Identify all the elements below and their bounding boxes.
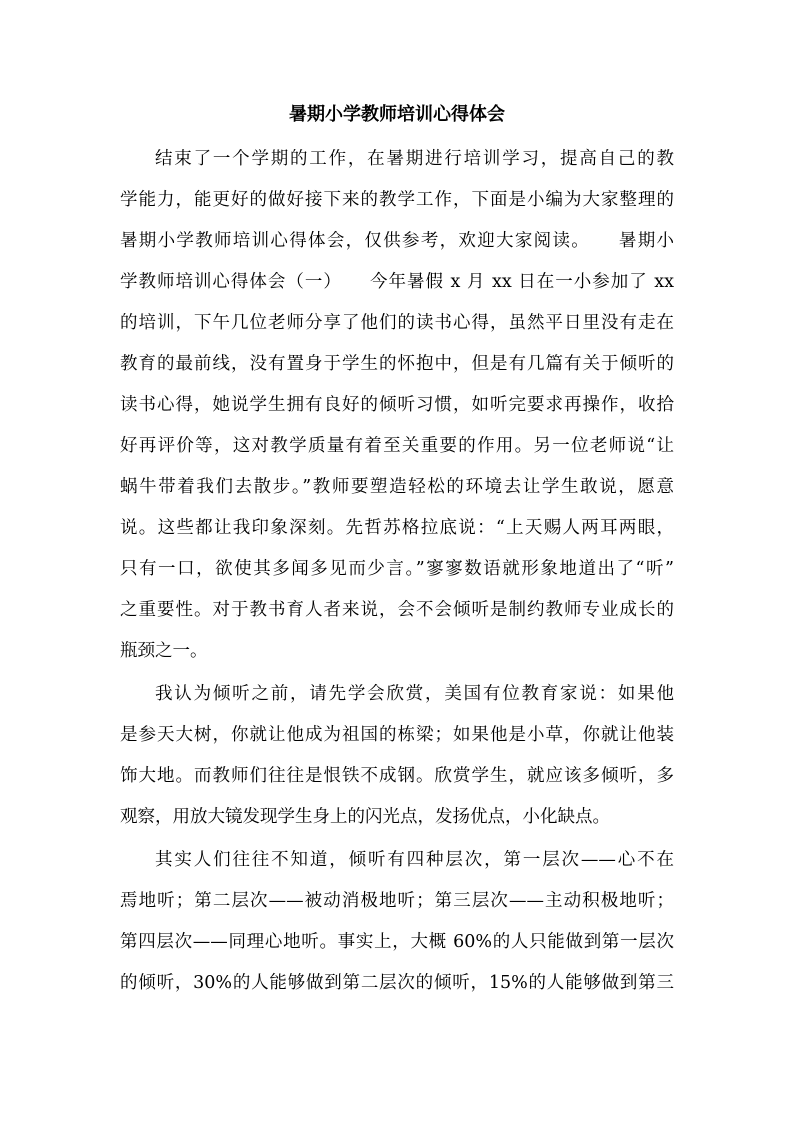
paragraph-line: 其实人们往往不知道，倾听有四种层次，第一层次——心不在 [155,850,674,870]
paragraph-line: 瓶颈之一。 [120,641,208,661]
paragraph-line: 饰大地。而教师们往往是恨铁不成钢。欣赏学生，就应该多倾听，多 [120,766,674,786]
paragraph-line: 的培训，下午几位老师分享了他们的读书心得，虽然平日里没有走在 [120,313,674,333]
paragraph-line: 好再评价等，这对教学质量有着至关重要的作用。另一位老师说“让 [120,436,674,456]
paragraph-line: 只有一口，欲使其多闻多见而少言。”寥寥数语就形象地道出了“听” [120,559,674,579]
paragraph-line: 说。这些都让我印象深刻。先哲苏格拉底说：“上天赐人两耳两眼， [120,518,674,538]
paragraph-line: 蜗牛带着我们去散步。”教师要塑造轻松的环境去让学生敢说，愿意 [120,477,674,497]
document-title: 暑期小学教师培训心得体会 [289,104,505,125]
paragraph-line: 第四层次——同理心地听。事实上，大概 60%的人只能做到第一层次 [120,932,674,952]
paragraph-line: 学教师培训心得体会（一） 今年暑假 x 月 xx 日在一小参加了 xx [120,272,674,292]
paragraph-line: 之重要性。对于教书育人者来说，会不会倾听是制约教师专业成长的 [120,600,674,620]
paragraph-line: 观察，用放大镜发现学生身上的闪光点，发扬优点，小化缺点。 [120,807,610,827]
paragraph-line: 结束了一个学期的工作，在暑期进行培训学习，提高自己的教 [155,149,674,169]
paragraph-line: 的倾听，30%的人能够做到第二层次的倾听，15%的人能够做到第三 [120,973,674,993]
paragraph-line: 我认为倾听之前，请先学会欣赏，美国有位教育家说：如果他 [155,684,674,704]
paragraph-line: 学能力，能更好的做好接下来的教学工作，下面是小编为大家整理的 [120,190,674,210]
paragraph-line: 暑期小学教师培训心得体会，仅供参考，欢迎大家阅读。 暑期小 [120,231,674,251]
paragraph-line: 读书心得，她说学生拥有良好的倾听习惯，如听完要求再操作，收拾 [120,395,674,415]
paragraph-line: 教育的最前线，没有置身于学生的怀抱中，但是有几篇有关于倾听的 [120,354,674,374]
paragraph-line: 焉地听；第二层次——被动消极地听；第三层次——主动积极地听； [120,891,674,911]
paragraph-line: 是参天大树，你就让他成为祖国的栋梁；如果他是小草，你就让他装 [120,725,674,745]
